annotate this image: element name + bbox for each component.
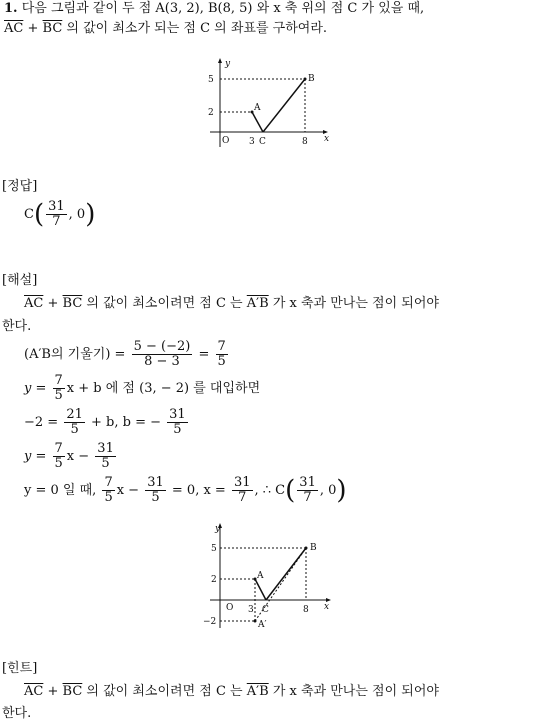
eq-left: y =: [24, 449, 47, 464]
equals: =: [198, 347, 210, 362]
segment-cb-line: [263, 79, 305, 132]
tick-y2: 2: [211, 575, 217, 585]
frac-den: 5: [70, 422, 79, 437]
therefore: , ∴ C: [254, 483, 286, 498]
answer-frac: [46, 200, 67, 229]
frac-num: 5 − (−2): [133, 339, 191, 354]
eq-mid: + b, b = −: [91, 415, 162, 430]
frac-31-7: [297, 476, 318, 505]
segment-ac: $\overline{AC}$: [4, 21, 24, 36]
eq-eq: = 0, x =: [171, 483, 226, 498]
frac-den: 5: [54, 388, 63, 403]
solution-line-7: [24, 474, 347, 508]
figure-2: [198, 520, 338, 632]
solution-header: [해설]: [2, 273, 38, 288]
eq-mid: x −: [116, 483, 140, 498]
result-tail: , 0: [319, 483, 337, 498]
paren-open: (: [33, 199, 45, 230]
hint-line-1: [24, 683, 439, 701]
frac-7-5: [102, 476, 114, 505]
frac-num: 7: [54, 373, 63, 388]
frac-den: 5: [54, 456, 63, 471]
frac-31-5: [167, 408, 188, 437]
frac-den: 5: [217, 354, 226, 369]
frac-den: 8 − 3: [144, 354, 180, 369]
tick-y5: 5: [211, 544, 217, 554]
point-b: [305, 547, 308, 550]
segment-ac-line: [252, 112, 263, 132]
frac-7-5: [53, 442, 65, 471]
origin-label: O: [226, 603, 234, 613]
answer-c: C: [24, 207, 34, 222]
label-a-prime: A′: [258, 620, 267, 630]
segment-bc: $\overline{BC}$: [62, 684, 83, 699]
hint-header: [힌트]: [2, 661, 38, 676]
solution-text: 의 값이 최소이려면 점 C 는: [86, 296, 243, 311]
problem-line-2: [4, 20, 327, 38]
eq-left: y =: [24, 381, 47, 396]
frac-den: 5: [151, 490, 160, 505]
solution-slope: [24, 338, 230, 372]
problem-text-1: 다음 그림과 같이 두 점 A(3, 2), B(8, 5) 와 x 축 위의 점 C 가 있을 때,: [21, 1, 425, 16]
frac-num: 31: [233, 475, 251, 490]
hint-line-2: 한다.: [2, 706, 32, 721]
frac-31-5: [95, 442, 116, 471]
slope-result: [216, 340, 228, 369]
point-b: [304, 78, 307, 81]
tick-x3: 3: [248, 605, 254, 615]
hint-text: 의 값이 최소이려면 점 C 는: [86, 684, 243, 699]
frac-num: 7: [54, 441, 63, 456]
frac-den: 5: [173, 422, 182, 437]
segment-cb-line: [266, 548, 306, 600]
frac-num: 31: [97, 441, 114, 456]
segment-bc: $\overline{BC}$: [62, 296, 83, 311]
x-axis-label: x: [324, 134, 330, 144]
point-a-prime: [254, 620, 257, 623]
plus-sign: +: [27, 21, 39, 36]
segment-bc: $\overline{BC}$: [42, 21, 63, 36]
frac-den: 7: [303, 490, 312, 505]
solution-line-4: [24, 372, 260, 406]
figure-1: [195, 55, 335, 150]
segment-ac: $\overline{AC}$: [24, 296, 44, 311]
eq-rest: x + b 에 점 (3, − 2) 를 대입하면: [66, 381, 261, 396]
frac-den: 5: [101, 456, 110, 471]
label-a: A: [254, 103, 261, 113]
y-axis-label: y: [215, 524, 221, 534]
frac-num: 7: [104, 475, 113, 490]
tick-x3: 3: [249, 137, 255, 147]
x-axis-label: x: [324, 602, 330, 612]
hint-text: 가 x 축과 만나는 점이 되어야: [272, 684, 439, 699]
paren-close: ): [336, 475, 347, 506]
solution-line-2: 한다.: [2, 319, 32, 334]
tick-x8: 8: [302, 137, 308, 147]
y-axis-label: y: [225, 59, 231, 69]
problem-line-1: [4, 0, 424, 18]
tick-x8: 8: [303, 605, 309, 615]
answer-header: [정답]: [2, 179, 38, 194]
coef-frac: [53, 374, 65, 403]
segment-ac-line: [255, 579, 266, 600]
frac-31-5: [145, 476, 166, 505]
slope-frac: [132, 340, 193, 369]
segment-a-prime-b: A′B: [246, 296, 269, 311]
problem-number: 1.: [4, 1, 18, 16]
eq-mid: x −: [66, 449, 90, 464]
tick-y2: 2: [208, 108, 214, 118]
frac-num: 7: [217, 339, 226, 354]
problem-text-2: 의 값이 최소가 되는 점 C 의 좌표를 구하여라.: [66, 21, 328, 36]
frac-num: 31: [169, 407, 186, 422]
frac-21-5: [64, 408, 85, 437]
answer-value: [24, 200, 95, 230]
solution-text: 가 x 축과 만나는 점이 되어야: [272, 296, 439, 311]
paren-open: (: [285, 475, 296, 506]
tick-y5: 5: [208, 75, 214, 85]
segment-a-prime-b: A′B: [246, 684, 269, 699]
eq-left: y = 0 일 때,: [24, 483, 97, 498]
solution-line-1: [24, 295, 439, 313]
frac-den: 7: [238, 490, 247, 505]
plus-sign: +: [47, 296, 59, 311]
frac-num: 31: [147, 475, 164, 490]
origin-label: O: [222, 136, 230, 146]
label-a: A: [257, 571, 264, 581]
frac-31-7: [232, 476, 253, 505]
plus-sign: +: [47, 684, 59, 699]
segment-ac: $\overline{AC}$: [24, 684, 44, 699]
label-c: C: [262, 605, 269, 615]
label-b: B: [308, 74, 315, 84]
y-arrow-icon: [218, 58, 222, 63]
tick-y-minus2: −2: [203, 617, 217, 627]
eq-left: −2 =: [24, 415, 59, 430]
frac-den: 7: [52, 214, 61, 229]
solution-line-6: [24, 440, 118, 474]
answer-tail: , 0: [68, 207, 86, 222]
solution-line-5: [24, 406, 190, 440]
label-b: B: [310, 543, 317, 553]
slope-left: (A′B의 기울기) =: [24, 347, 126, 362]
paren-close: ): [85, 199, 96, 230]
label-c: C: [259, 137, 266, 147]
frac-num: 21: [66, 407, 83, 422]
frac-den: 5: [104, 490, 113, 505]
frac-num: 31: [48, 199, 65, 214]
frac-num: 31: [299, 475, 316, 490]
